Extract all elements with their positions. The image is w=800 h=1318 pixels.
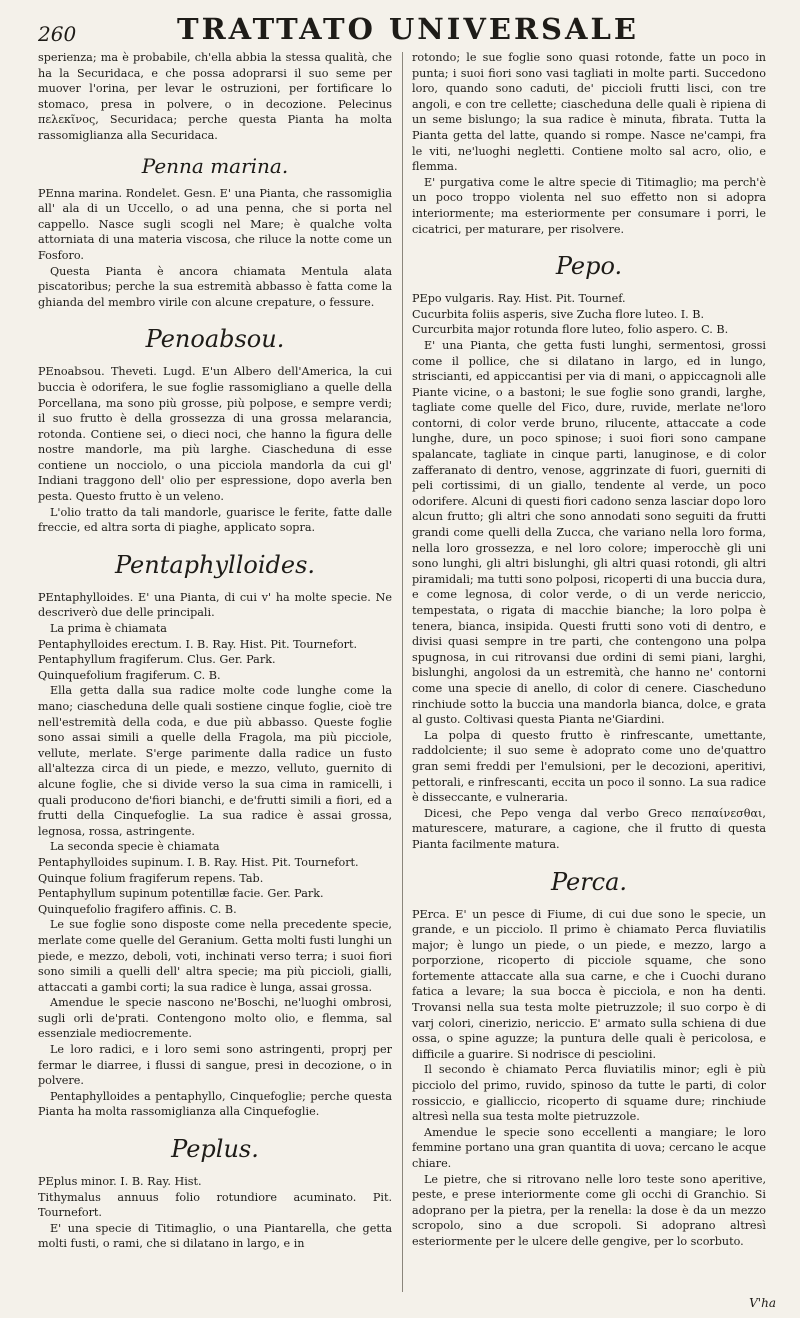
entry-paragraph: PEnna marina. Rondelet. Gesn. E' una Pianta, che rassomiglia all' ala di un Uccello, o ad una penna, che si porta nel cappello. Nasce sugli scogli nel Mare; è qualche volta attorniata di una materia viscosa, che riluce la notte come un Fosforo.: [38, 186, 392, 262]
entry-paragraph: Le loro radici, e i loro semi sono astringenti, proprj per fermar le diarree, i flussi di sangue, presi in decozione, o in polvere.: [38, 1043, 392, 1088]
entry-heading-pepo: Pepo.: [555, 252, 623, 281]
entry-paragraph: Le sue foglie sono disposte come nella precedente specie, merlate come quelle del Geranium. Getta molti fusti lunghi un piede, e mezzo, deboli, voti, inchinati verso terra; i suoi fiori sono simili a quelli dell' altra specie; ma più piccioli, gialli, attaccati a gambi corti; la sua radice è lunga, assai grossa.: [38, 918, 392, 994]
synonym-line: PEpo vulgaris. Ray. Hist. Pit. Tournef.: [412, 292, 626, 306]
entry-heading-perca: Perca.: [550, 867, 628, 896]
entry-paragraph: PEntaphylloides. E' una Pianta, di cui v' ha molte specie. Ne descriverò due delle principali.: [38, 590, 392, 620]
entry-heading-peplus: Peplus.: [171, 1135, 259, 1164]
entry-paragraph: La seconda specie è chiamata: [50, 840, 220, 854]
entry-paragraph: Il secondo è chiamato Perca fluviatilis minor; egli è più picciolo del primo, ruvido, spinoso da tutte le parti, di color rossiccio, e gialliccio, ricoperto di squame dure; rinchiude altresì nella sua testa molte pietruzzole.: [412, 1063, 766, 1124]
synonym-line: Pentaphylloides supinum. I. B. Ray. Hist. Pit. Tournefort.: [38, 855, 359, 869]
synonym-line: Quinque folium fragiferum repens. Tab.: [38, 871, 264, 885]
synonym-line: Pentaphylloides erectum. I. B. Ray. Hist. Pit. Tournefort.: [38, 637, 358, 651]
entry-paragraph: PErca. E' un pesce di Fiume, di cui due sono le specie, un grande, e un picciolo. Il primo è chiamato Perca fluviatilis major; è lungo un piede, o un piede, e mezzo, largo a porporzione, ricoperto di picciole squame, che sono fortemente attaccate alla sua carne, e che i Cuochi durano fatica a levare; la sua bocca è picciola, e non ha denti. Trovansi nella sua testa molte pietruzzole; il suo corpo è di varj colori, cinerizio, nericcio. E' armato sulla schiena di due ossa, o spine aguzze; la puntura delle quali è pericolosa, e difficile a guarire. Si nodrisce di pesciolini.: [412, 907, 766, 1061]
entry-paragraph: Questa Pianta è ancora chiamata Mentula alata piscatoribus; perche la sua estremità abbasso è fatta come la ghianda del membro virile con alcune crepature, o fessure.: [38, 264, 392, 309]
synonym-line: Quinquefolium fragiferum. C. B.: [38, 668, 221, 682]
entry-paragraph: Amendue le specie sono eccellenti a mangiare; le loro femmine portano una gran quantita di uova; cercano le acque chiare.: [412, 1125, 766, 1170]
entry-heading-penoabsou: Penoabsou.: [145, 325, 285, 354]
entry-paragraph: Ella getta dalla sua radice molte code lunghe come la mano; ciascheduna delle quali sostiene cinque foglie, cioè tre nell'estremità della coda, e due più abbasso. Queste foglie sono assai simili a quelle della Fragola, ma più picciole, vellute, merlate. S'erge parimente dalla radice un fusto all'altezza circa di un piede, e mezzo, velluto, guernito di alcune foglie, che si divide verso la sua cima in ramicelli, i quali producono de'fiori bianchi, e de'frutti simili a fiori, ed a frutti della Cinquefoglie. La sua radice è assai grossa, legnosa, rossa, astringente.: [38, 684, 392, 838]
entry-paragraph: La polpa di questo frutto è rinfrescante, umettante, raddolciente; il suo seme è adoprato come uno de'quattro gran semi freddi per l'emulsioni, per le decozioni, aperitivi, pettorali, e rinfrescanti, eccita un poco il sonno. La sua radice è disseccante, e vulneraria.: [412, 728, 766, 805]
entry-paragraph: La prima è chiamata: [50, 622, 167, 636]
entry-paragraph: Amendue le specie nascono ne'Boschi, ne'luoghi ombrosi, sugli orli de'prati. Contengono molto olio, e flemma, sal essenziale mediocremente.: [38, 996, 392, 1041]
entry-paragraph: Pentaphylloides a pentaphyllo, Cinquefoglie; perche questa Pianta ha molta rassomiglianza alla Cinquefoglie.: [38, 1089, 392, 1119]
continued-paragraph: rotondo; le sue foglie sono quasi rotonde, fatte un poco in punta; i suoi fiori sono vasi tagliati in molte parti. Succedono loro, quando sono caduti, de' piccioli frutti lisci, con tre angoli, e con tre cellette; ciascheduna delle quali è ripiena di un seme bislungo; la sua radice è minuta, fibrata. Tutta la Pianta getta del latte, quando si rompe. Nasce ne'campi, fra le viti, ne'luoghi negletti. Contiene molto sal acro, olio, e flemma.: [412, 51, 766, 174]
entry-paragraph: E' una specie di Titimaglio, o una Piantarella, che getta molti fusti, o rami, che si dilatano in largo, e in: [38, 1221, 392, 1251]
left-column: [38, 50, 392, 1252]
entry-heading-penna-marina: Penna marina.: [141, 153, 289, 178]
entry-heading-pentaphylloides: Pentaphylloides.: [114, 550, 316, 579]
synonym-line: Pentaphyllum fragiferum. Clus. Ger. Park.: [38, 653, 276, 667]
entry-paragraph: Le pietre, che si ritrovano nelle loro teste sono aperitive, peste, e prese interiormente come gli occhi di Granchio. Si adoprano per la pietra, per la renella: la dose è da un mezzo scropolo, sino a due scropoli. Si adoprano altresì esteriormente per le ulcere delle gengive, per lo scorbuto.: [412, 1172, 766, 1248]
synonym-line: PEplus minor. I. B. Ray. Hist.: [38, 1175, 202, 1189]
column-divider: [402, 52, 403, 1292]
catchword: V'ha: [749, 1296, 776, 1310]
synonym-line: Pentaphyllum supinum potentillæ facie. Ger. Park.: [38, 887, 324, 901]
running-head: [38, 12, 778, 46]
synonym-line: Cucurbita foliis asperis, sive Zucha flore luteo. I. B.: [412, 307, 705, 321]
entry-paragraph: Dicesi, che Pepo venga dal verbo Greco πεπαίνεσθαι, maturescere, maturare, a cagione, che il frutto di questa Pianta facilmente matura.: [412, 806, 766, 851]
synonym-line: Curcurbita major rotunda flore luteo, folio aspero. C. B.: [412, 323, 729, 337]
running-title: TRATTATO UNIVERSALE: [177, 12, 639, 46]
right-column: [412, 50, 766, 1250]
synonym-line: Tithymalus annuus folio rotundiore acuminato. Pit. Tournefort.: [38, 1190, 392, 1220]
continued-paragraph: sperienza; ma è probabile, ch'ella abbia la stessa qualità, che ha la Securidaca, e che possa adoprarsi il suo seme per muover l'orina, per levar le ostruzioni, per fortificare lo stomaco, presa in polvere, o in decozione. Pelecinus πελεκῖνος, Securidaca; perche questa Pianta ha molta rassomiglianza alla Securidaca.: [38, 51, 392, 142]
page-number: 260: [38, 22, 77, 46]
entry-paragraph: L'olio tratto da tali mandorle, guarisce le ferite, fatte dalle freccie, ed altra sorta di piaghe, applicato sopra.: [38, 505, 392, 535]
entry-paragraph: E' purgativa come le altre specie di Titimaglio; ma perch'è un poco troppo violenta nel suo effetto non si adopra interiormente; ma esteriormente per consumare i porri, le cicatrici, per maturare, per risolvere.: [412, 175, 766, 236]
entry-paragraph: PEnoabsou. Theveti. Lugd. E'un Albero dell'America, la cui buccia è odorifera, le sue foglie rassomigliano a quelle della Porcellana, ma sono più grosse, più polpose, e sempre verdi; il suo frutto è della grossezza di una grossa melarancia, rotonda. Contiene sei, o dieci noci, che hanno la figura delle nostre mandorle, ma più larghe. Ciascheduna di esse contiene un nocciolo, o una picciola mandorla da cui gl' Indiani traggono dell' olio per espressione, dopo averla ben pesta. Questo frutto è un veleno.: [38, 365, 392, 504]
entry-paragraph: E' una Pianta, che getta fusti lunghi, sermentosi, grossi come il pollice, che si dilatano in largo, ed in lungo, striscianti, ed appiccantisi per via di mani, o appiccagnoli alle Piante vicine, o a bastoni; le sue foglie sono grandi, larghe, tagliate come quelle del Fico, dure, ruvide, merlate ne'loro contorni, di color verde bruno, rilucente, attaccate a code lunghe, dure, un poco spinose; i suoi fiori sono campane spalancate, tagliate in cinque parti, lanuginose, e di color zafferanato di dentro, venose, aggrinzate di fuori, guerniti di peli cortissimi, di un giallo, tendente al verde, un poco odorifere. Alcuni di questi fiori cadono senza lasciar dopo loro alcun frutto; gli altri che sono annodati sono seguiti da frutti grandi come quelli della Zucca, che variano nella loro forma, nella loro grossezza, e nel loro colore; imperocchè gli uni sono lunghi, gli altri bislunghi, gli altri quasi rotondi, gli altri piramidali; ma tutti sono polposi, ricoperti di una buccia dura, e come legnosa, di color verde, o di un verde nericcio, tempestata, o rigata di macchie bianche; la loro polpa è tenera, bianca, insipida. Questi frutti sono voti di dentro, e divisi quasi sempre in tre parti, che contengono una polpa spugnosa, in cui ritrovansi due ordini di semi piani, larghi, bislunghi, angolosi da un estremità, che hanno ne' contorni come una specie di anello, di color di cenere. Ciascheduno rinchiude sotto la buccia una mandorla bianca, dolce, e grata al gusto. Coltivasi questa Pianta ne'Giardini.: [412, 338, 766, 727]
synonym-line: Quinquefolio fragifero affinis. C. B.: [38, 902, 237, 916]
